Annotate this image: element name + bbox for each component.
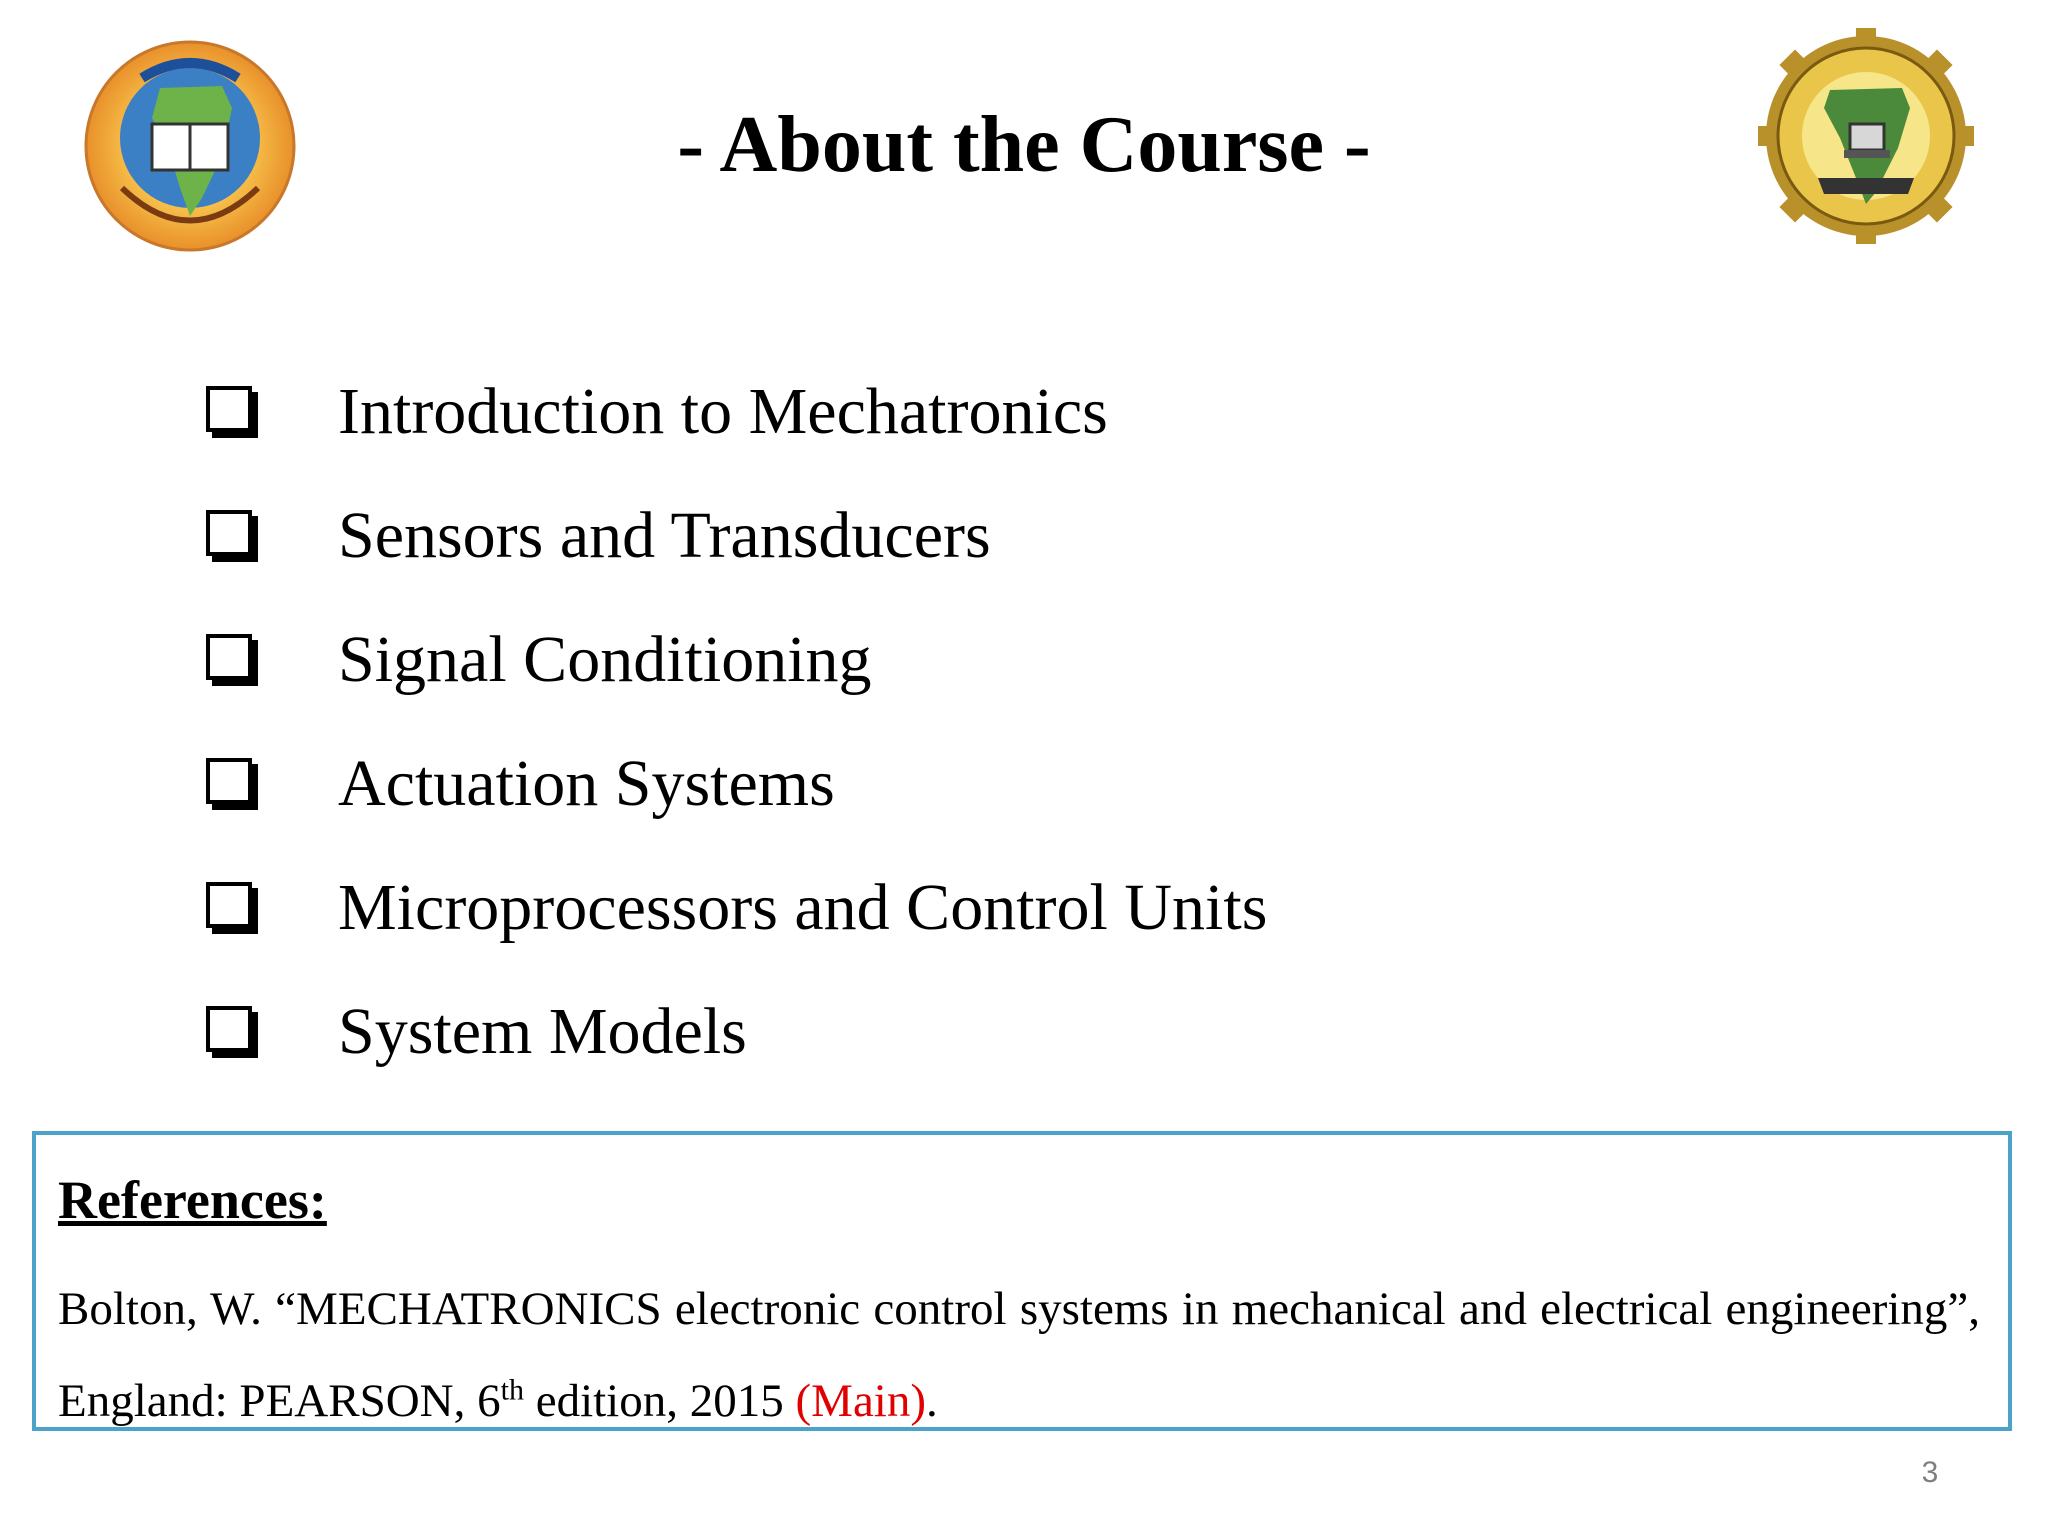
checkbox-bullet-icon — [206, 882, 258, 934]
edition-superscript: th — [500, 1373, 524, 1407]
page-number: 3 — [1921, 1456, 1939, 1489]
reference-period: . — [926, 1375, 938, 1427]
main-reference-tag: (Main) — [795, 1375, 927, 1427]
list-item — [206, 350, 1267, 474]
list-item — [206, 598, 1267, 722]
topic-label: Actuation Systems — [338, 747, 835, 820]
list-item — [206, 846, 1267, 970]
checkbox-bullet-icon — [206, 634, 258, 686]
checkbox-bullet-icon — [206, 758, 258, 810]
topic-label: Introduction to Mechatronics — [338, 375, 1108, 448]
reference-entry — [58, 1263, 1980, 1447]
checkbox-bullet-icon — [206, 510, 258, 562]
checkbox-bullet-icon — [206, 386, 258, 438]
topic-label: Sensors and Transducers — [338, 499, 991, 572]
references-box — [32, 1131, 2012, 1431]
slide-title: - About the Course - — [677, 101, 1371, 189]
reference-edition-year: edition, 2015 — [523, 1375, 796, 1427]
course-topics-list — [206, 350, 1267, 1094]
topic-label: Microprocessors and Control Units — [338, 871, 1268, 944]
list-item — [206, 970, 1267, 1094]
topic-label: System Models — [338, 995, 747, 1068]
topic-label: Signal Conditioning — [338, 623, 872, 696]
checkbox-bullet-icon — [206, 1006, 258, 1058]
references-heading: References: — [58, 1170, 327, 1230]
list-item — [206, 474, 1267, 598]
reference-text: Bolton, W. “MECHATRONICS electronic control systems in mechanical and electrical engineering”, England: PEARSON, 6 — [58, 1283, 1980, 1427]
list-item — [206, 722, 1267, 846]
